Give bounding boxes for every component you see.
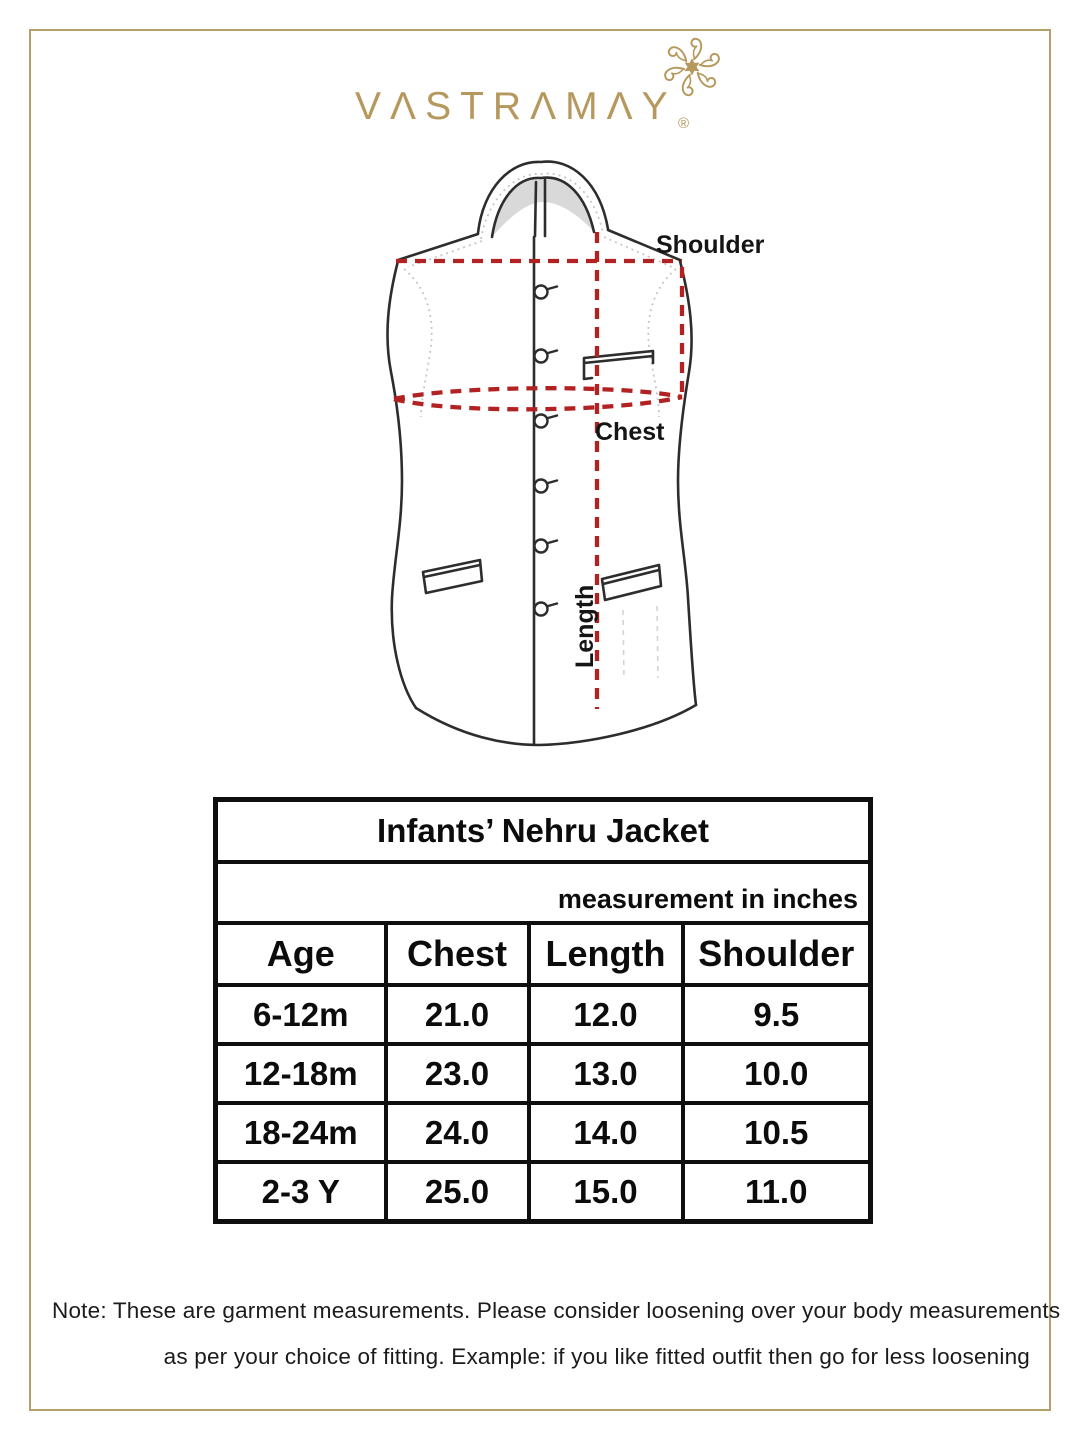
right-flap-pocket	[602, 565, 661, 600]
shoulder-seams	[398, 230, 680, 260]
brand-logo	[355, 52, 725, 130]
collar-inner-fill	[492, 178, 594, 237]
brand-ornament-icon	[661, 36, 723, 98]
unit-note: measurement in inches	[216, 862, 871, 923]
table-unit-row	[216, 862, 871, 923]
column-header-chest: Chest	[386, 923, 529, 985]
measurement-note	[52, 1288, 1061, 1380]
chest-label: Chest	[595, 418, 665, 446]
column-header-age: Age	[216, 923, 386, 985]
measurement-lines	[394, 232, 682, 709]
table-row	[216, 1103, 871, 1162]
brand-logo-text: VΛSTRΛMΛY	[355, 85, 677, 128]
stitch-dotted-lines	[404, 174, 676, 417]
registered-trademark: ®	[677, 115, 689, 132]
table-title: Infants’ Nehru Jacket	[216, 800, 871, 863]
brand-header	[0, 0, 1080, 130]
note-line: Note: These are garment measurements. Please consider loosening over your body measurements	[52, 1298, 1061, 1323]
age-cell: 6-12m	[216, 985, 386, 1044]
chest-cell: 21.0	[386, 985, 529, 1044]
shoulder-label: Shoulder	[656, 231, 765, 259]
table-header-row	[216, 923, 871, 985]
shoulder-cell: 10.0	[683, 1044, 871, 1103]
size-chart-table	[213, 797, 873, 1224]
length-label: Length	[571, 584, 599, 668]
note-line: as per your choice of fitting. Example: if you like fitted outfit then go for less loosening	[163, 1344, 1030, 1369]
table-title-row	[216, 800, 871, 863]
hem	[416, 705, 696, 745]
age-cell: 2-3 Y	[216, 1162, 386, 1222]
shoulder-cell: 9.5	[683, 985, 871, 1044]
pocket-bag-dashed-lines	[623, 606, 658, 680]
shoulder-cell: 11.0	[683, 1162, 871, 1222]
table-row	[216, 985, 871, 1044]
chest-cell: 24.0	[386, 1103, 529, 1162]
shoulder-cell: 10.5	[683, 1103, 871, 1162]
left-side	[387, 261, 416, 708]
length-cell: 15.0	[529, 1162, 683, 1222]
chest-cell: 23.0	[386, 1044, 529, 1103]
left-flap-pocket	[423, 560, 482, 593]
column-header-length: Length	[529, 923, 683, 985]
age-cell: 18-24m	[216, 1103, 386, 1162]
buttons	[535, 286, 558, 616]
jacket-measurement-diagram	[360, 140, 800, 765]
welt-pocket	[584, 351, 653, 379]
chest-cell: 25.0	[386, 1162, 529, 1222]
table-row	[216, 1162, 871, 1222]
column-header-shoulder: Shoulder	[683, 923, 871, 985]
chest-measure-line	[394, 388, 682, 409]
length-cell: 12.0	[529, 985, 683, 1044]
length-cell: 13.0	[529, 1044, 683, 1103]
age-cell: 12-18m	[216, 1044, 386, 1103]
table-row	[216, 1044, 871, 1103]
jacket-outline	[387, 162, 696, 745]
length-cell: 14.0	[529, 1103, 683, 1162]
